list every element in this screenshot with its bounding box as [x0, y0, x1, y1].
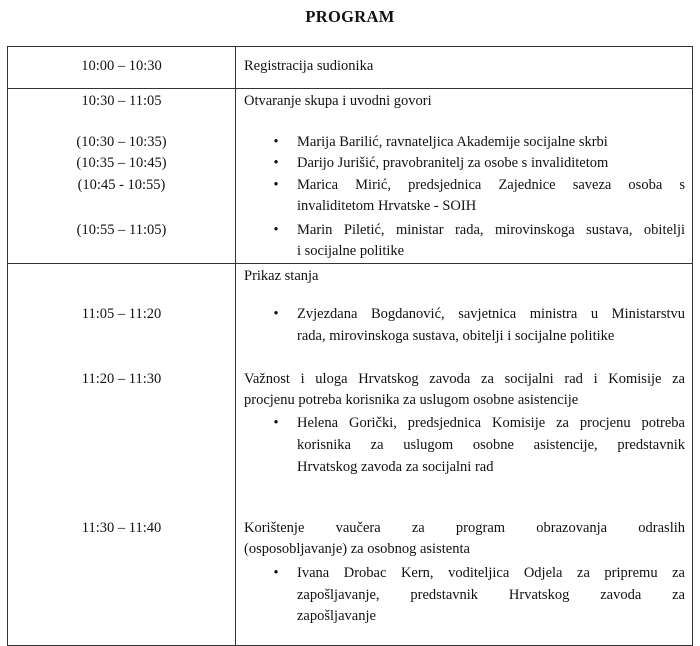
- page-title: PROGRAM: [305, 7, 395, 26]
- bullet-icon: •: [273, 222, 279, 238]
- row3-topic-3-line1: Korištenje vaučera za program obrazovanja odraslih: [244, 520, 685, 536]
- row2-subtime-1: (10:30 – 10:35): [76, 134, 167, 150]
- row2-bullet-1: Marija Barilić, ravnateljica Akademije socijalne skrbi: [297, 134, 608, 150]
- program-table: [7, 46, 693, 646]
- row3-time-3: 11:30 – 11:40: [81, 520, 162, 536]
- bullet-icon: •: [273, 306, 279, 322]
- row3-bullet-1-line2: rada, mirovinskoga sustava, obitelji i socijalne politike: [297, 328, 615, 344]
- row3-bullet-3-line2: zapošljavanje, predstavnik Hrvatskog zavoda za: [297, 587, 685, 603]
- row2-subtime-4: (10:55 – 11:05): [76, 222, 167, 238]
- bullet-icon: •: [273, 415, 279, 431]
- row3-topic-3-line2: (osposobljavanje) za osobnog asistenta: [244, 541, 470, 557]
- row3-bullet-2-line2: korisnika za uslugom osobne asistencije, predstavnik: [297, 437, 685, 453]
- row2-bullet-3-line2: invaliditetom Hrvatske - SOIH: [297, 198, 477, 214]
- bullet-icon: •: [273, 565, 279, 581]
- row2-subtime-2: (10:35 – 10:45): [76, 155, 167, 171]
- row3-time-1: 11:05 – 11:20: [81, 306, 162, 322]
- row3-bullet-3-line1: Ivana Drobac Kern, voditeljica Odjela za pripremu za: [297, 565, 685, 581]
- row-divider: [8, 263, 692, 264]
- row3-bullet-3-line3: zapošljavanje: [297, 608, 376, 624]
- row2-subtime-3: (10:45 - 10:55): [77, 177, 166, 193]
- row2-bullet-2: Darijo Jurišić, pravobranitelj za osobe s invaliditetom: [297, 155, 609, 171]
- row3-title: Prikaz stanja: [244, 268, 319, 284]
- bullet-icon: •: [273, 177, 279, 193]
- row3-bullet-1-line1: Zvjezdana Bogdanović, savjetnica ministra u Ministarstvu: [297, 306, 685, 322]
- bullet-icon: •: [273, 134, 279, 150]
- row2-time: 10:30 – 11:05: [81, 93, 162, 109]
- row3-topic-2-line1: Važnost i uloga Hrvatskog zavoda za socijalni rad i Komisije za: [244, 371, 685, 387]
- row2-title: Otvaranje skupa i uvodni govori: [244, 93, 432, 109]
- bullet-icon: •: [273, 155, 279, 171]
- row3-bullet-2-line1: Helena Gorički, predsjednica Komisije za procjenu potreba: [297, 415, 685, 431]
- row3-bullet-2-line3: Hrvatskog zavoda za socijalni rad: [297, 459, 494, 475]
- row-divider: [8, 88, 692, 89]
- row1-time: 10:00 – 10:30: [81, 58, 162, 74]
- row1-title: Registracija sudionika: [244, 58, 374, 74]
- row2-bullet-3-line1: Marica Mirić, predsjednica Zajednice saveza osoba s: [297, 177, 685, 193]
- row3-topic-2-line2: procjenu potreba korisnika za uslugom osobne asistencije: [244, 392, 579, 408]
- row2-bullet-4-line2: i socijalne politike: [297, 243, 405, 259]
- row3-time-2: 11:20 – 11:30: [81, 371, 162, 387]
- column-divider: [235, 47, 236, 645]
- row2-bullet-4-line1: Marin Piletić, ministar rada, mirovinskoga sustava, obitelji: [297, 222, 685, 238]
